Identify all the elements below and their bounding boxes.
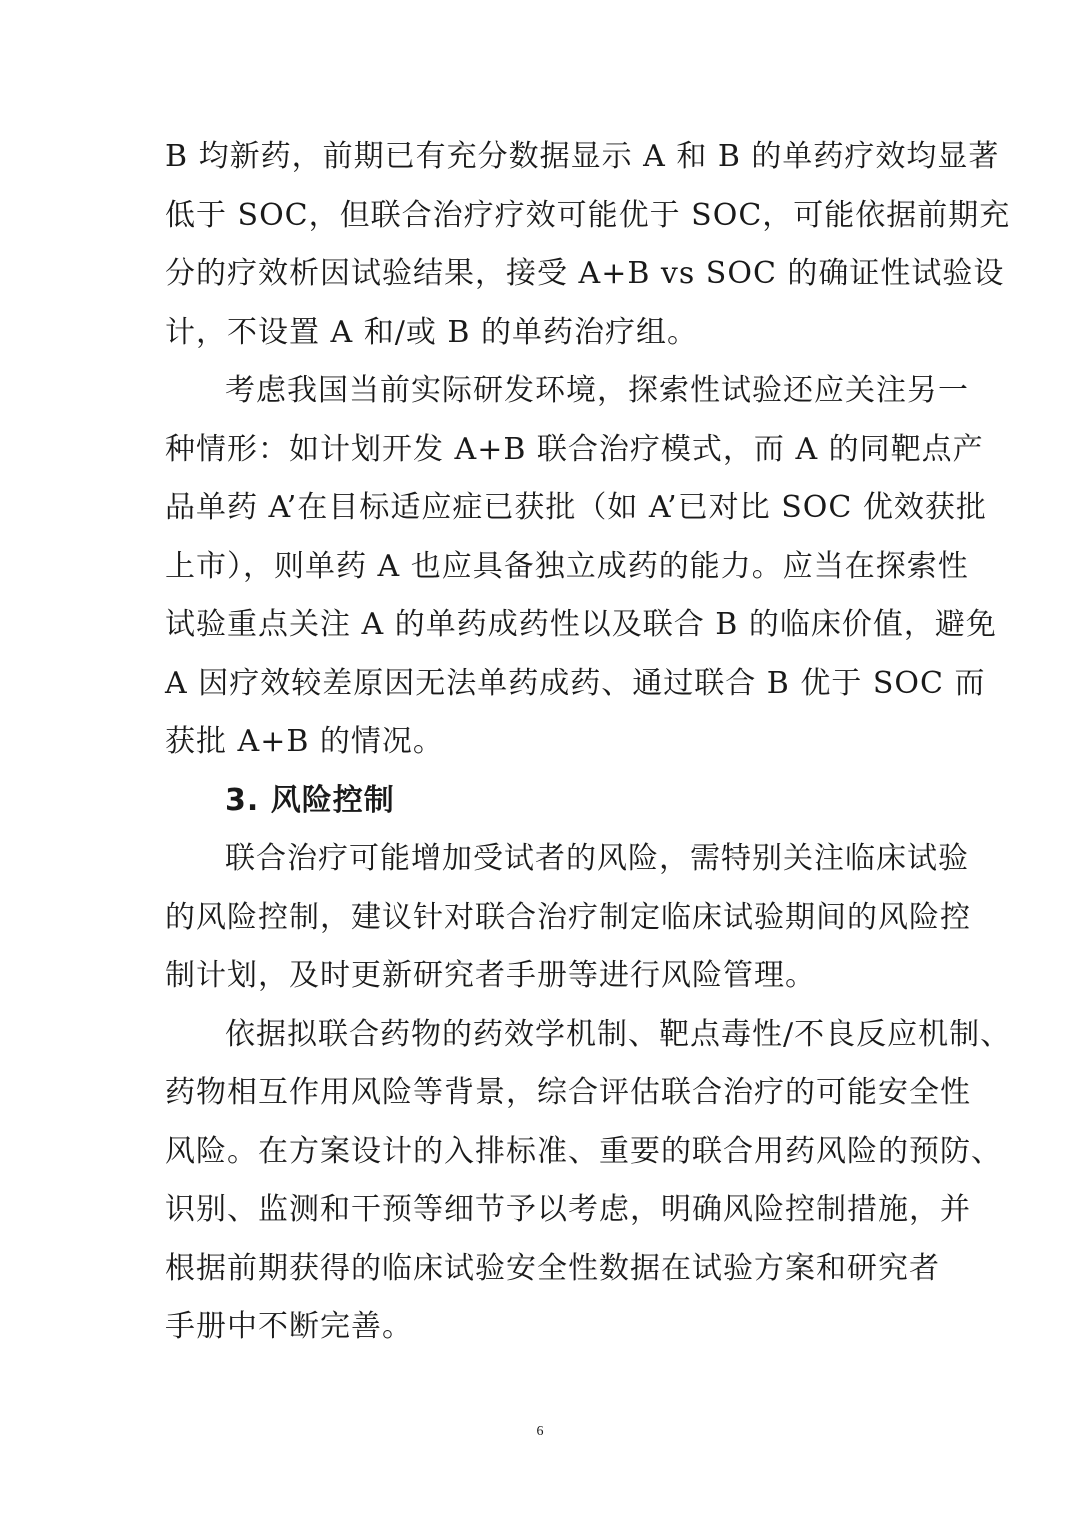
text-line: 的风险控制，建议针对联合治疗制定临床试验期间的风险控 xyxy=(165,899,971,935)
text-line: 分的疗效析因试验结果，接受 A+B vs SOC 的确证性试验设 xyxy=(165,256,1005,291)
text-line: 品单药 A’在目标适应症已获批（如 A’已对比 SOC 优效获批 xyxy=(165,490,987,525)
text-line: 根据前期获得的临床试验安全性数据在试验方案和研究者 xyxy=(165,1250,940,1286)
text-line: 制计划，及时更新研究者手册等进行风险管理。 xyxy=(165,958,816,993)
text-line: 依据拟联合药物的药效学机制、靶点毒性/不良反应机制、 xyxy=(225,1016,1012,1052)
text-line: 试验重点关注 A 的单药成药性以及联合 B 的临床价值，避免 xyxy=(165,607,997,642)
text-line: B 均新药，前期已有充分数据显示 A 和 B 的单药疗效均显著 xyxy=(165,139,1000,174)
text-line: 联合治疗可能增加受试者的风险，需特别关注临床试验 xyxy=(225,841,969,876)
section-heading: 3. 风险控制 xyxy=(225,782,395,818)
text-line: 低于 SOC，但联合治疗疗效可能优于 SOC，可能依据前期充 xyxy=(165,197,1011,233)
text-line: 获批 A+B 的情况。 xyxy=(165,724,444,759)
text-line: 计，不设置 A 和/或 B 的单药治疗组。 xyxy=(165,314,698,350)
body-text xyxy=(165,128,1012,1357)
text-line: 识别、监测和干预等细节予以考虑，明确风险控制措施，并 xyxy=(165,1192,971,1227)
text-line: 风险。在方案设计的入排标准、重要的联合用药风险的预防、 xyxy=(165,1133,1002,1169)
text-line: 手册中不断完善。 xyxy=(165,1309,413,1344)
text-line: 药物相互作用风险等背景，综合评估联合治疗的可能安全性 xyxy=(165,1075,971,1110)
page-number: 6 xyxy=(536,1424,544,1439)
text-line: 上市），则单药 A 也应具备独立成药的能力。应当在探索性 xyxy=(165,548,969,584)
text-line: A 因疗效较差原因无法单药成药、通过联合 B 优于 SOC 而 xyxy=(165,665,986,701)
text-line: 考虑我国当前实际研发环境，探索性试验还应关注另一 xyxy=(225,373,969,408)
text-line: 种情形：如计划开发 A+B 联合治疗模式，而 A 的同靶点产 xyxy=(165,431,984,467)
